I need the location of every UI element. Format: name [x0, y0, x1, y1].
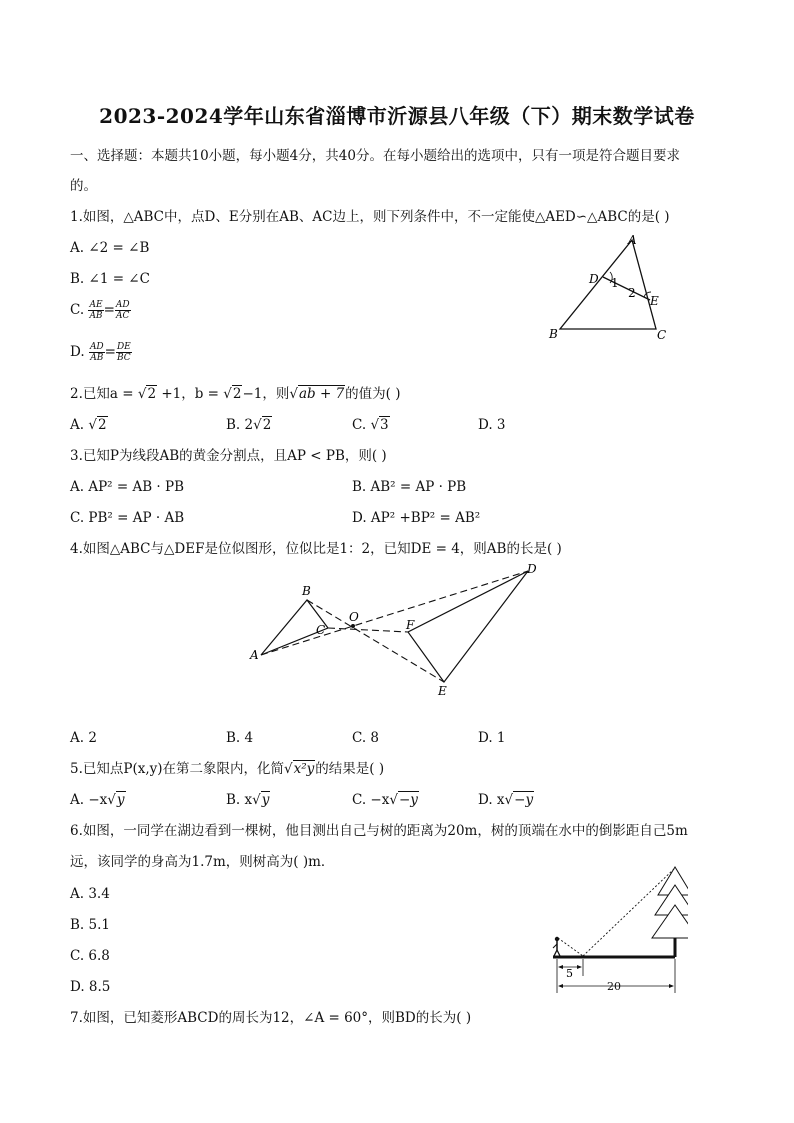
q1-label-c: C	[657, 328, 667, 342]
fraction: $\frac{AD}{AC}$	[115, 300, 130, 321]
q7-stem: 7.如图，已知菱形ABCD的周长为12，∠A = 60°，则BD的长为( )	[70, 1010, 472, 1026]
q5-option-a: A. −x√y	[70, 792, 125, 808]
q4-label-b: B	[302, 584, 311, 598]
q6-option-a: A. 3.4	[70, 886, 110, 902]
q1-option-a: A. ∠2 = ∠B	[70, 240, 150, 256]
q4-label-a: A	[250, 648, 259, 662]
q5-option-b: B. x√y	[226, 792, 270, 808]
radical: 2	[232, 386, 242, 402]
q4-label-o: O	[349, 610, 359, 624]
q3-option-a: A. AP² = AB · PB	[70, 479, 185, 495]
q4-label-f: F	[406, 618, 415, 632]
q5-stem-part: 的结果是( )	[315, 761, 385, 777]
q6-stem-line2: 远，该同学的身高为1.7m，则树高为( )m．	[70, 854, 335, 870]
q1-triangle-figure	[540, 228, 680, 346]
q6-distance-5: 5	[566, 967, 573, 980]
q1-label-a: A	[628, 233, 637, 247]
radical: 2	[147, 386, 157, 402]
q2-stem-part: +1，b =	[157, 386, 224, 402]
q1-angle-1: 1	[611, 276, 619, 290]
q2-stem-part: −1，则	[242, 386, 290, 402]
section-instructions-line2: 的。	[70, 178, 97, 194]
q1-option-d-label: D.	[70, 344, 85, 360]
q1-angle-2: 2	[628, 286, 636, 300]
fraction: $\frac{AE}{AB}$	[89, 300, 103, 321]
q6-option-b: B. 5.1	[70, 917, 110, 933]
radical: x²y	[293, 761, 315, 777]
q4-option-b: B. 4	[226, 730, 254, 746]
q5-option-d: D. x√−y	[478, 792, 534, 808]
q4-stem: 4.如图△ABC与△DEF是位似图形，位似比是1：2，已知DE = 4，则AB的长是( )	[70, 541, 562, 557]
q6-stem-line1: 6.如图，一同学在湖边看到一棵树，他目测出自己与树的距离为20m，树的顶端在水中的倒影距自己5m	[70, 823, 688, 839]
q5-stem: 5.已知点P(x,y)在第二象限内，化简√x²y的结果是( )	[70, 761, 385, 777]
q6-option-c: C. 6.8	[70, 948, 110, 964]
page-title: 2023-2024学年山东省淄博市沂源县八年级（下）期末数学试卷	[99, 104, 695, 128]
q6-tree-figure	[548, 860, 688, 995]
q4-label-d: D	[527, 562, 537, 576]
q4-option-d: D. 1	[478, 730, 506, 746]
fraction: $\frac{DE}{BC}$	[116, 342, 131, 363]
q5-option-c: C. −x√−y	[352, 792, 418, 808]
person-icon	[553, 937, 560, 956]
q3-option-b: B. AB² = AP · PB	[352, 479, 467, 495]
q3-option-d: D. AP² +BP² = AB²	[352, 510, 481, 526]
radical: ab + 7	[298, 386, 345, 402]
q2-stem: 2.已知a = √2 +1，b = √2−1，则√ab + 7的值为( )	[70, 386, 401, 402]
q1-option-d: D. $\frac{AD}{AB}$ = $\frac{DE}{BC}$	[70, 342, 131, 363]
fraction: $\frac{AD}{AB}$	[89, 342, 104, 363]
q2-stem-part: 的值为( )	[345, 386, 401, 402]
q1-option-c-label: C.	[70, 302, 85, 318]
tree-icon	[652, 867, 688, 938]
q2-stem-part: 2.已知a =	[70, 386, 138, 402]
q3-stem: 3.已知P为线段AB的黄金分割点，且AP < PB，则( )	[70, 448, 387, 464]
q1-label-d: D	[589, 272, 599, 286]
q4-label-e: E	[438, 684, 447, 698]
q6-option-d: D. 8.5	[70, 979, 111, 995]
q1-option-b: B. ∠1 = ∠C	[70, 271, 150, 287]
q6-distance-20: 20	[607, 980, 621, 993]
q2-option-c: C. √3	[352, 417, 389, 433]
q1-label-e: E	[650, 294, 659, 308]
q3-option-c: C. PB² = AP · AB	[70, 510, 185, 526]
q2-option-d: D. 3	[478, 417, 506, 433]
q4-label-c: C	[316, 623, 326, 637]
q1-label-b: B	[549, 327, 558, 341]
q4-option-c: C. 8	[352, 730, 380, 746]
section-instructions-line1: 一、选择题：本题共10小题，每小题4分，共40分。在每小题给出的选项中，只有一项是符合题目要求	[70, 148, 680, 164]
q1-stem: 1.如图，△ABC中，点D、E分别在AB、AC边上，则下列条件中，不一定能使△AED∽△ABC的是( )	[70, 209, 670, 225]
q5-stem-part: 5.已知点P(x,y)在第二象限内，化简	[70, 761, 285, 777]
q1-option-c: C. $\frac{AE}{AB}$ = $\frac{AD}{AC}$	[70, 300, 130, 321]
q2-option-b: B. 2√2	[226, 417, 272, 433]
q4-homothety-figure	[245, 558, 545, 700]
q2-option-a: A. √2	[70, 417, 107, 433]
q4-option-a: A. 2	[70, 730, 97, 746]
